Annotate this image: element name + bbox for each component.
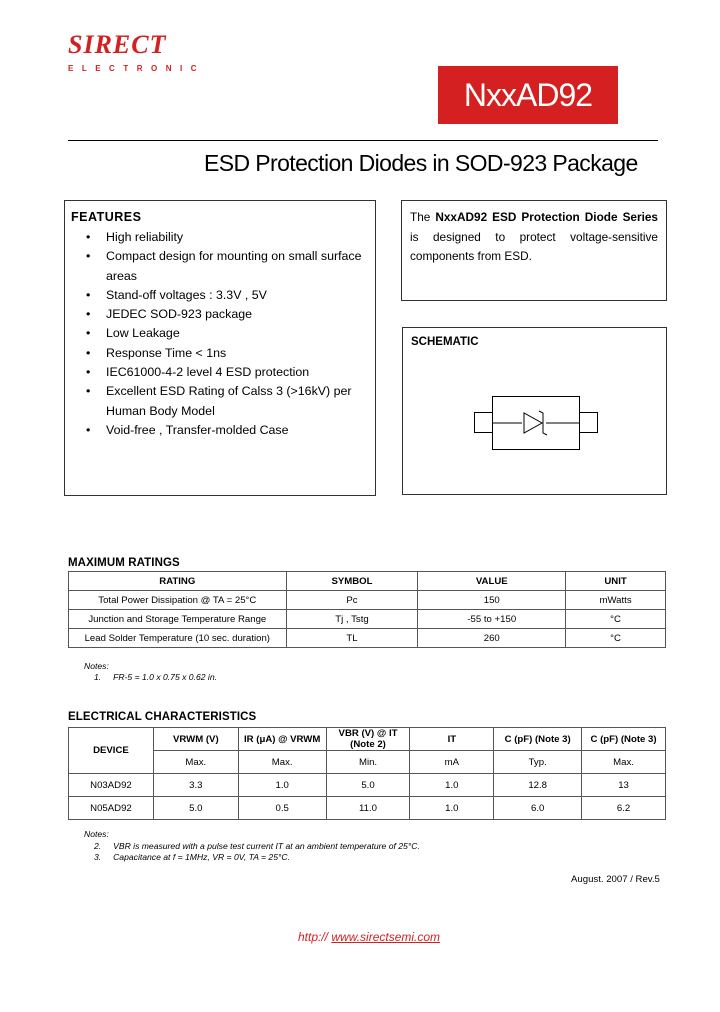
table-row (69, 629, 666, 648)
part-number: NxxAD92 (463, 77, 593, 113)
table-cell: Tj , Tstg (286, 610, 418, 629)
electrical-characteristics-heading: ELECTRICAL CHARACTERISTICS (68, 711, 257, 723)
website-link[interactable]: http:// www.sirectsemi.com (298, 930, 441, 944)
series-name: NxxAD92 ESD Protection Diode Series (435, 210, 658, 224)
revision-date: August. 2007 / Rev.5 (571, 874, 660, 885)
table-header-row (69, 572, 666, 591)
maximum-ratings-heading: MAXIMUM RATINGS (68, 557, 180, 569)
feature-item: • High reliability (86, 228, 368, 247)
table-cell: TL (286, 629, 418, 648)
feature-item: • Excellent ESD Rating of Calss 3 (>16kV) per Human Body Model (86, 382, 368, 421)
diode-symbol-icon (474, 395, 598, 451)
page-title: ESD Protection Diodes in SOD-923 Package (204, 150, 638, 176)
table-cell: mWatts (566, 591, 666, 610)
feature-item: • Void-free , Transfer-molded Case (86, 421, 368, 440)
feature-item: • Stand-off voltages : 3.3V , 5V (86, 286, 368, 305)
table-cell: 0.5 (238, 797, 326, 820)
table-cell: Max. (153, 751, 238, 774)
table-cell: 13 (582, 774, 666, 797)
table-cell: 12.8 (494, 774, 582, 797)
column-header: UNIT (566, 572, 666, 591)
table-row (69, 610, 666, 629)
feature-item: • JEDEC SOD-923 package (86, 305, 368, 324)
table-cell: 3.3 (153, 774, 238, 797)
column-header: IR (μA) @ VRWM (238, 728, 326, 751)
table-cell: -55 to +150 (418, 610, 566, 629)
table-cell: 150 (418, 591, 566, 610)
table-cell: °C (566, 610, 666, 629)
notes-label: Notes: (84, 829, 109, 839)
column-header: C (pF) (Note 3) (582, 728, 666, 751)
table-cell: 11.0 (326, 797, 410, 820)
table-subheader-row (69, 751, 666, 774)
column-header: VRWM (V) (153, 728, 238, 751)
table-cell: 6.2 (582, 797, 666, 820)
feature-item: • IEC61000-4-2 level 4 ESD protection (86, 363, 368, 382)
table-cell: Junction and Storage Temperature Range (69, 610, 287, 629)
header-divider (68, 140, 658, 141)
notes-label: Notes: (84, 661, 109, 671)
column-header: VBR (V) @ IT (Note 2) (326, 728, 410, 751)
company-logo: SIRECT (68, 30, 167, 59)
column-header: SYMBOL (286, 572, 418, 591)
column-header: C (pF) (Note 3) (494, 728, 582, 751)
feature-item: • Response Time < 1ns (86, 344, 368, 363)
column-header: RATING (69, 572, 287, 591)
description-text: The NxxAD92 ESD Protection Diode Series is designed to protect voltage-sensitive components from ESD. (410, 210, 658, 263)
company-logo-subtitle: ELECTRONIC (68, 64, 205, 73)
table-header-row (69, 728, 666, 751)
table-cell: Min. (326, 751, 410, 774)
column-header: VALUE (418, 572, 566, 591)
note-item: 3. Capacitance at f = 1MHz, VR = 0V, TA = 25°C. (94, 852, 291, 862)
note-item: 1. FR-5 = 1.0 x 0.75 x 0.62 in. (94, 672, 218, 682)
table-cell: N05AD92 (69, 797, 154, 820)
table-cell: Max. (238, 751, 326, 774)
table-cell: N03AD92 (69, 774, 154, 797)
maximum-ratings-table (68, 571, 666, 648)
table-cell: Total Power Dissipation @ TA = 25°C (69, 591, 287, 610)
electrical-characteristics-table (68, 727, 666, 820)
schematic-heading: SCHEMATIC (411, 336, 479, 348)
column-header: DEVICE (69, 728, 154, 774)
table-cell: 5.0 (326, 774, 410, 797)
column-header: IT (410, 728, 494, 751)
table-cell: 6.0 (494, 797, 582, 820)
table-cell: 260 (418, 629, 566, 648)
feature-item: • Compact design for mounting on small surface areas (86, 247, 368, 286)
table-row (69, 591, 666, 610)
table-cell: Max. (582, 751, 666, 774)
table-cell: °C (566, 629, 666, 648)
table-cell: 1.0 (238, 774, 326, 797)
table-cell: 5.0 (153, 797, 238, 820)
table-row (69, 774, 666, 797)
table-cell: 1.0 (410, 797, 494, 820)
features-heading: FEATURES (71, 210, 142, 224)
table-cell: 1.0 (410, 774, 494, 797)
table-cell: Typ. (494, 751, 582, 774)
table-cell: Pc (286, 591, 418, 610)
note-item: 2. VBR is measured with a pulse test current IT at an ambient temperature of 25°C. (94, 841, 420, 851)
feature-item: • Low Leakage (86, 324, 368, 343)
features-list (86, 228, 368, 440)
table-cell: mA (410, 751, 494, 774)
table-row (69, 797, 666, 820)
table-cell: Lead Solder Temperature (10 sec. duration) (69, 629, 287, 648)
